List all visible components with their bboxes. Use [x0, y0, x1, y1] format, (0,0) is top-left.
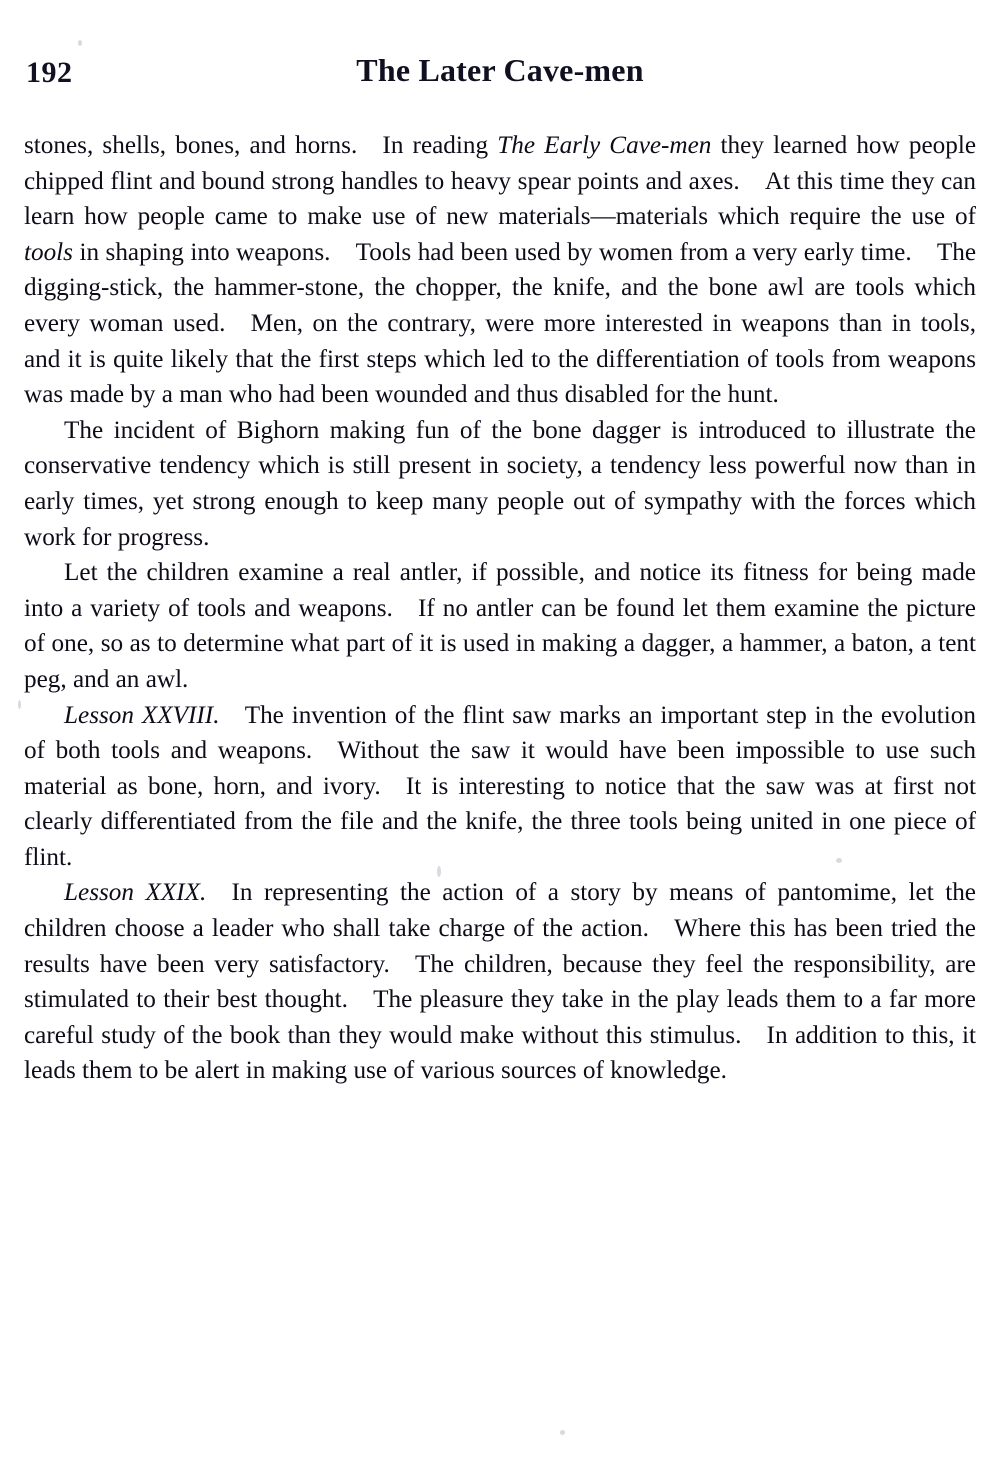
text-run: The incident of Bighorn making fun of the bone dagger is introduced to illustrate the conservative tendency which is still present in society, a tendency less powerful now than in early times, yet strong enough to keep many people out of sympathy with the forces which work for progress. — [24, 416, 976, 551]
scan-speck — [560, 1430, 565, 1435]
text-run: Let the children examine a real antler, if possible, and notice its fitness for being made into a variety of tools and weapons. If no antler can be found let them examine the picture of one, so as to determine what part of it is used in making a dagger, a hammer, a baton, a tent peg, and an awl. — [24, 559, 976, 693]
scan-speck — [836, 858, 842, 863]
italic-text-run: Lesson XXIX. — [64, 879, 207, 907]
page-header — [26, 52, 974, 98]
paragraph — [24, 875, 976, 1089]
paragraph — [24, 413, 976, 555]
text-run: they learned how people chipped flint and bound strong handles to heavy spear points and axes. At this time they can learn how people came to make use of new materials—materials which require the use of — [24, 132, 977, 231]
text-run: stones, shells, bones, and horns. In reading — [24, 132, 498, 159]
scan-speck — [18, 700, 21, 709]
text-run: In representing the action of a story by means of pantomime, let the children choose a leader who shall take charge of the action. Where this has been tried the results have been very satisfactory. The children, because they feel the responsibility, are stimulated to their best thought. The pleasure they take in the play leads them to a far more careful study of the book than they would make without this stimulus. In addition to this, it leads them to be alert in making use of various sources of knowledge. — [24, 879, 976, 1085]
paragraph — [24, 128, 976, 413]
italic-text-run: tools — [24, 238, 73, 266]
scan-speck — [78, 40, 82, 46]
italic-text-run: The Early Cave-men — [497, 132, 712, 159]
page-body — [24, 128, 976, 1089]
text-run: The invention of the flint saw marks an important step in the evolution of both tools and weapons. Without the saw it would have been impossible to use such material as bone, horn, and ivory. It is interesting to notice that the saw was at first not clearly differentiated from the file and the knife, the three tools being united in one piece of flint. — [24, 701, 976, 871]
paragraph — [24, 555, 976, 697]
scan-speck — [437, 866, 441, 877]
running-title: The Later Cave-men — [356, 52, 644, 88]
text-run: in shaping into weapons. Tools had been used by women from a very early time. The digging-stick, the hammer-stone, the chopper, the knife, and the bone awl are tools which every woman used. Men, on the contrary, were more interested in weapons than in tools, and it is quite likely that the first steps which led to the differentiation of tools from weapons was made by a man who had been wounded and thus disabled for the hunt. — [24, 238, 976, 409]
paragraph — [24, 698, 976, 876]
italic-text-run: Lesson XXVIII. — [64, 701, 220, 729]
page-number: 192 — [26, 56, 73, 89]
